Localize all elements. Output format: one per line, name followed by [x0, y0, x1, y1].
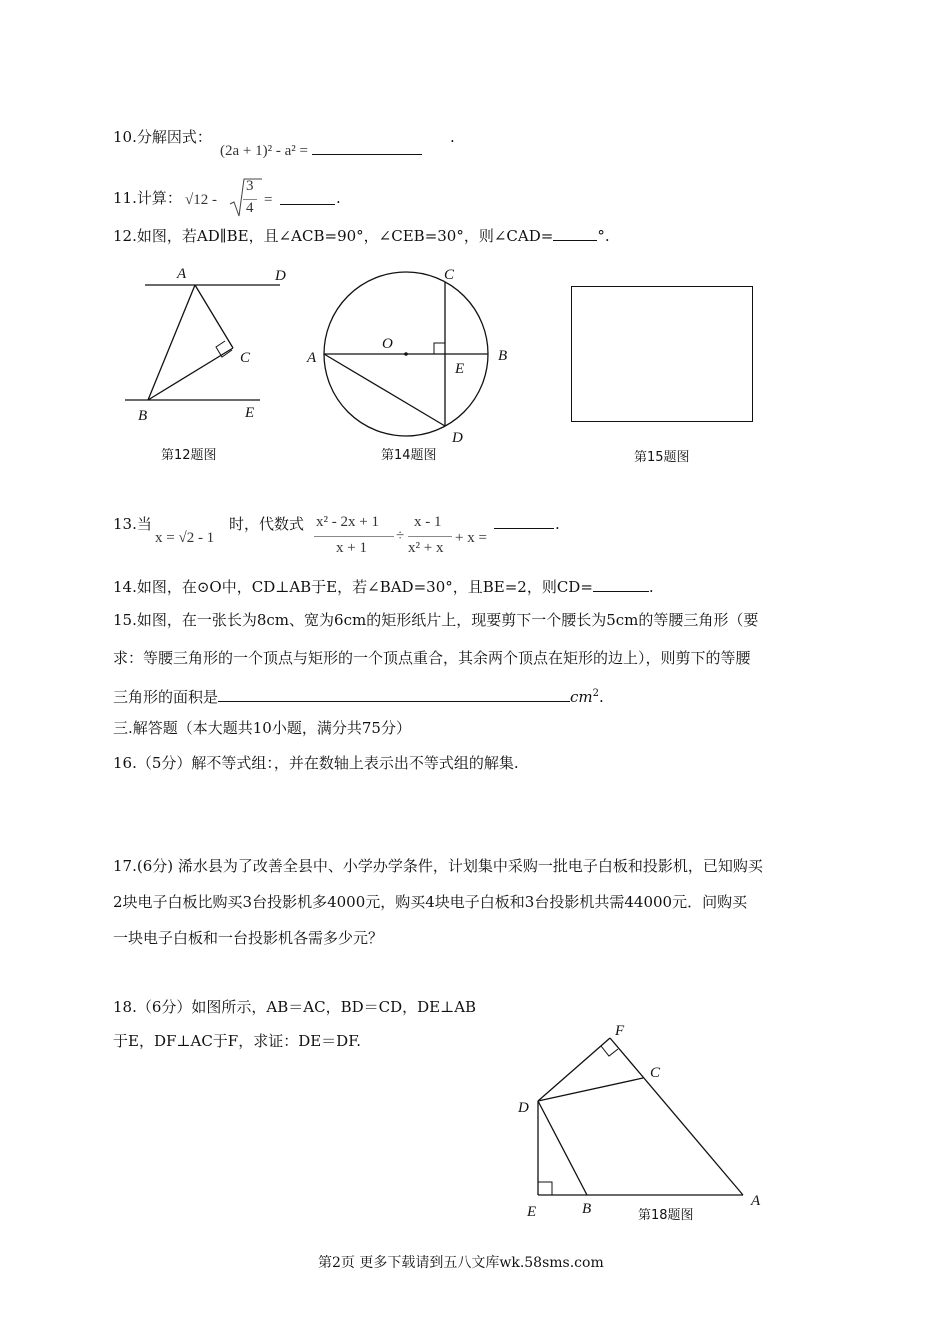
figure-14 [300, 262, 520, 452]
q11-frac-num: 3 [246, 178, 254, 194]
q12-text: 12.如图，若AD∥BE，且∠ACB=90°，∠CEB=30°，则∠CAD= [113, 227, 554, 245]
fig12-label-a: A [177, 266, 187, 282]
q10-end: . [450, 128, 455, 146]
q10-expression [220, 140, 422, 161]
fig14-label-b: B [498, 348, 508, 364]
fig12-label-e: E [245, 405, 255, 421]
section-3-heading: 三.解答题（本大题共10小题，满分共75分） [113, 719, 411, 737]
q17-line1: 17.(6分) 浠水县为了改善全县中、小学办学条件，计划集中采购一批电子白板和投影机，已知购买 [113, 857, 763, 875]
fig18-label-f: F [615, 1023, 625, 1039]
q16-text: 16.（5分）解不等式组：，并在数轴上表示出不等式组的解集. [113, 754, 519, 772]
q14-text: 14.如图，在⊙O中，CD⊥AB于E，若∠BAD=30°，且BE=2，则CD= [113, 578, 593, 596]
fig14-caption: 第14题图 [381, 448, 437, 463]
q17-line2: 2块电子白板比购买3台投影机多4000元，购买4块电子白板和3台投影机共需44000元．问购买 [113, 893, 748, 911]
figure-18 [510, 1018, 770, 1223]
q13-frac2-num: x - 1 [414, 514, 442, 530]
q13-frac1-bar [314, 536, 394, 537]
fig14-label-a: A [307, 350, 317, 366]
q14-answer-blank [593, 577, 649, 592]
q12-answer-blank [553, 226, 597, 241]
q13-frac2-den: x² + x [408, 540, 444, 556]
fig14-label-e: E [455, 361, 465, 377]
q15-line1: 15.如图，在一张长为8cm、宽为6cm的矩形纸片上，现要剪下一个腰长为5cm的等腰三角形（要 [113, 611, 759, 629]
q15-unit: cm [570, 688, 593, 706]
q15-answer-blank [218, 687, 570, 702]
q18-line1: 18.（6分）如图所示，AB＝AC，BD＝CD，DE⊥AB [113, 998, 477, 1016]
q10-label: 10.分解因式： [113, 128, 212, 146]
q14-end: . [648, 578, 654, 596]
q10-line [113, 127, 212, 147]
fig14-label-d: D [452, 430, 463, 446]
q11-line [113, 188, 182, 208]
fig12-label-d: D [275, 268, 286, 284]
q15-line3 [113, 684, 604, 707]
q13-label: 13.当 [113, 515, 152, 533]
q14-line [113, 577, 654, 597]
q13-condition: x = √2 - 1 [155, 530, 215, 546]
q10-answer-blank [312, 140, 422, 155]
fig12-label-c: C [240, 350, 251, 366]
figure-12 [115, 260, 295, 430]
q11-expr-a: √12 - [185, 192, 217, 208]
q12-line [113, 226, 610, 246]
q13-frac2-bar [408, 536, 452, 537]
fig18-label-a: A [751, 1193, 761, 1209]
fig15-caption: 第15题图 [634, 450, 690, 465]
q15-line3-text: 三角形的面积是 [113, 688, 219, 706]
q13-end: . [555, 515, 560, 533]
q17-line3: 一块电子白板和一台投影机各需多少元？ [113, 929, 384, 947]
fig12-label-b: B [138, 408, 148, 424]
fig18-label-e: E [527, 1204, 537, 1220]
q13-mid: 时，代数式 [229, 515, 305, 533]
figure-15-rectangle [571, 286, 753, 422]
q11-frac-den: 4 [246, 200, 254, 216]
q13-frac1-num: x² - 2x + 1 [316, 514, 379, 530]
fig18-label-b: B [582, 1201, 592, 1217]
fig12-caption: 第12题图 [161, 448, 217, 463]
q12-end: °. [597, 227, 610, 245]
q13-frac1-den: x + 1 [336, 540, 367, 556]
page-footer: 第2页 更多下载请到五八文库wk.58sms.com [318, 1255, 604, 1271]
q13-div: ÷ [396, 528, 405, 544]
q15-unit-sup: 2 [592, 688, 600, 699]
q15-line2: 求：等腰三角形的一个顶点与矩形的一个顶点重合，其余两个顶点在矩形的边上），则剪下的等腰 [113, 649, 751, 667]
q18-line2: 于E，DF⊥AC于F，求证：DE＝DF. [113, 1032, 362, 1050]
q13-answer-blank [494, 514, 554, 529]
fig18-label-d: D [518, 1100, 529, 1116]
fig18-caption: 第18题图 [638, 1208, 694, 1223]
q11-eq: = [264, 192, 273, 208]
fig14-label-o: O [382, 336, 393, 352]
fig18-label-c: C [650, 1065, 661, 1081]
q11-label: 11.计算： [113, 189, 182, 207]
q11-end: . [336, 189, 341, 207]
q10-expr: (2a + 1)² - a² = [220, 143, 308, 159]
fig14-label-c: C [444, 267, 455, 283]
q15-unit-end: . [599, 688, 604, 706]
q11-answer-blank [280, 190, 335, 205]
q13-tail: + x = [455, 530, 487, 546]
